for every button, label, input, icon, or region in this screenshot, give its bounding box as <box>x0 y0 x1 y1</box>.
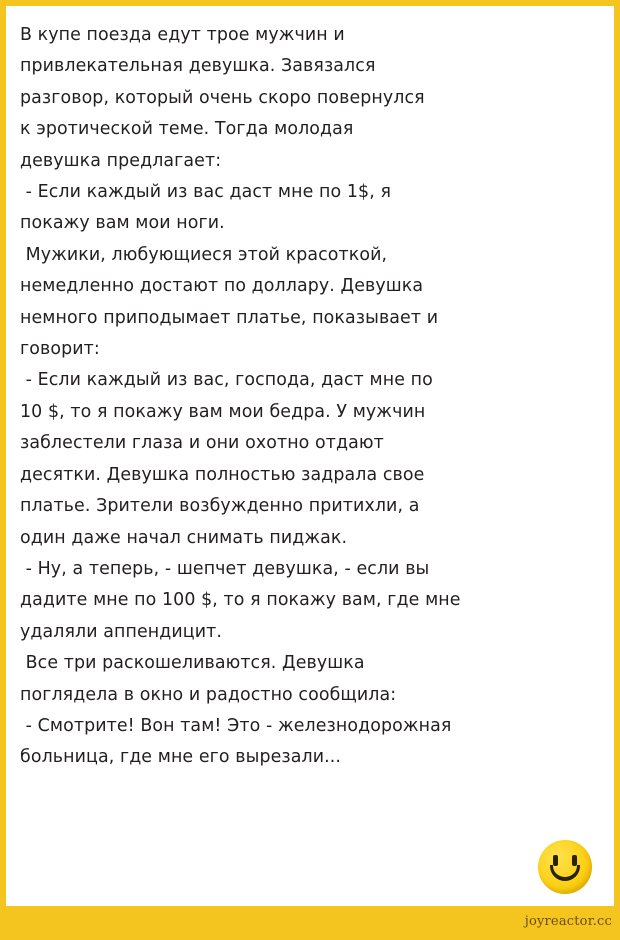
joke-line: В купе поезда едут трое мужчин и <box>20 25 345 45</box>
joke-line: разговор, который очень скоро повернулся <box>20 87 425 108</box>
joke-line: - Если каждый из вас даст мне по 1$, я <box>20 182 392 203</box>
joke-line: платье. Зрители возбужденно притихли, а <box>20 496 420 517</box>
joke-line: - Смотрите! Вон там! Это - железнодорожная <box>20 715 452 736</box>
joke-line: - Ну, а теперь, - шепчет девушка, - если вы <box>20 558 430 579</box>
joke-line: Мужики, любующиеся этой красоткой, <box>20 244 388 265</box>
joke-line: один даже начал снимать пиджак. <box>20 527 348 548</box>
joke-line: десятки. Девушка полностью задрала свое <box>20 464 425 485</box>
smiley-face-icon <box>538 840 592 894</box>
joke-line: удаляли аппендицит. <box>20 621 222 642</box>
joke-line: - Если каждый из вас, господа, даст мне по <box>20 370 433 391</box>
joke-line: 10 $, то я покажу вам мои бедра. У мужчин <box>20 401 426 422</box>
smiley-mouth-icon <box>550 865 580 881</box>
joke-text-block <box>6 6 614 774</box>
watermark-label: joyreactor.cc <box>524 914 612 929</box>
joke-line: дадите мне по 100 $, то я покажу вам, где мне <box>20 590 461 611</box>
joke-line: поглядела в окно и радостно сообщила: <box>20 684 397 705</box>
joke-line: Все три раскошеливаются. Девушка <box>20 653 365 674</box>
footer-bar <box>6 906 620 940</box>
joke-line: немедленно достают по доллару. Девушка <box>20 276 424 297</box>
joke-line: говорит: <box>20 339 100 360</box>
joke-line: девушка предлагает: <box>20 150 222 171</box>
joke-line: покажу вам мои ноги. <box>20 213 225 234</box>
joke-line: больница, где мне его вырезали... <box>20 747 341 768</box>
joke-line: заблестели глаза и они охотно отдают <box>20 433 384 454</box>
joke-line: привлекательная девушка. Завязался <box>20 56 376 77</box>
joke-line: немного приподымает платье, показывает и <box>20 307 439 328</box>
joke-line: к эротической теме. Тогда молодая <box>20 119 354 140</box>
